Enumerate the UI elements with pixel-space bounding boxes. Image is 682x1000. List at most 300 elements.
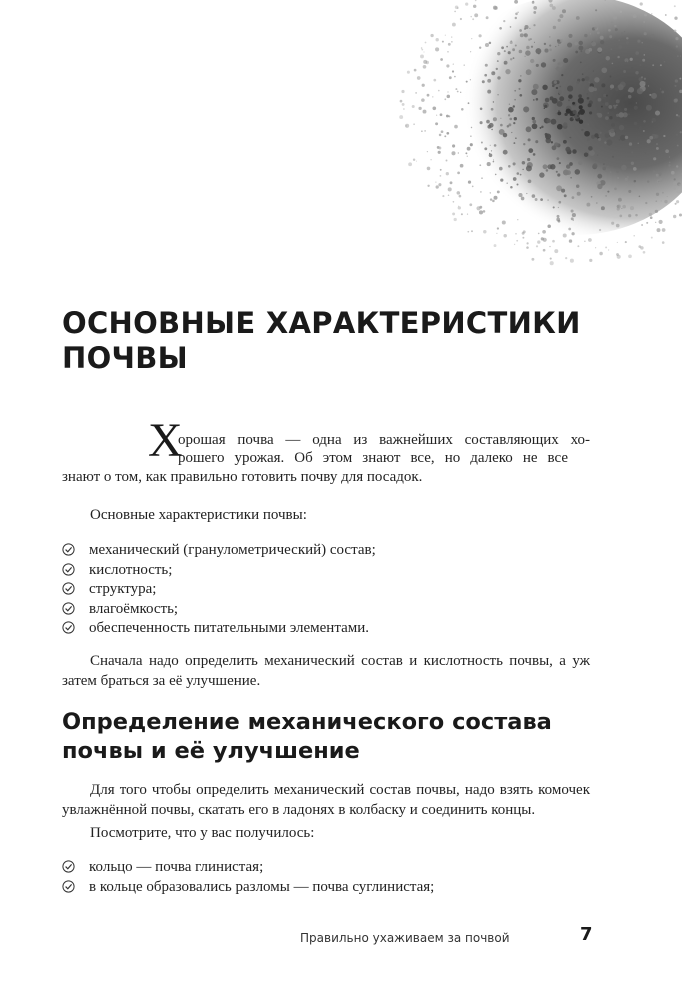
soil-particle bbox=[659, 220, 663, 224]
soil-particle bbox=[508, 51, 511, 54]
soil-particle bbox=[621, 208, 622, 209]
soil-particle bbox=[653, 157, 656, 160]
soil-particle bbox=[556, 218, 560, 222]
soil-particle bbox=[646, 222, 648, 224]
soil-particle bbox=[676, 200, 679, 203]
soil-particle bbox=[578, 94, 582, 98]
soil-particle bbox=[573, 220, 574, 221]
soil-particle bbox=[544, 105, 547, 108]
soil-particle bbox=[635, 71, 638, 74]
soil-particle bbox=[604, 141, 606, 143]
soil-particle bbox=[651, 237, 653, 239]
soil-particle bbox=[602, 167, 606, 171]
soil-particle bbox=[620, 11, 622, 13]
method-paragraph: Для того чтобы определить механический состав почвы, надо взять комочек увлажнённой почвы, скатать его в ладонях в колбаску и соединить концы. bbox=[62, 782, 590, 818]
soil-particle bbox=[485, 64, 488, 67]
soil-particle bbox=[632, 67, 634, 69]
soil-particle bbox=[532, 194, 536, 198]
list-item: в кольце образовались разломы — почва суглинистая; bbox=[62, 877, 434, 897]
soil-particle bbox=[487, 125, 491, 129]
soil-particle bbox=[526, 246, 529, 249]
soil-particle bbox=[549, 36, 551, 38]
soil-particle bbox=[449, 76, 452, 79]
soil-particle bbox=[617, 242, 618, 243]
soil-particle bbox=[447, 95, 451, 99]
soil-particle bbox=[674, 178, 676, 180]
soil-particle bbox=[499, 27, 502, 30]
soil-particle bbox=[526, 193, 527, 194]
soil-particle bbox=[549, 49, 552, 52]
soil-particle bbox=[565, 147, 570, 152]
intro-line-2: рошего урожая. Об этом знают все, но далеко не все bbox=[178, 450, 568, 466]
soil-particle bbox=[557, 173, 560, 176]
soil-particle bbox=[559, 96, 564, 101]
soil-particle bbox=[578, 161, 582, 165]
soil-particle bbox=[542, 85, 547, 90]
list-item: кольцо — почва глинистая; bbox=[62, 857, 434, 877]
soil-particle bbox=[621, 32, 623, 34]
soil-particle bbox=[633, 167, 637, 171]
soil-particle bbox=[610, 85, 614, 89]
checkmark-circle-icon bbox=[62, 543, 75, 556]
soil-particle bbox=[526, 126, 532, 132]
soil-particle bbox=[487, 162, 491, 166]
soil-particle bbox=[541, 62, 546, 67]
list-item: механический (гранулометрический) состав; bbox=[62, 540, 376, 560]
soil-particle bbox=[577, 192, 581, 196]
soil-particle bbox=[528, 148, 533, 153]
soil-particle bbox=[542, 230, 546, 234]
soil-particle bbox=[591, 196, 593, 198]
soil-particle bbox=[487, 79, 491, 83]
soil-particle bbox=[502, 220, 506, 224]
drop-cap: Х bbox=[148, 414, 183, 467]
soil-particle bbox=[494, 144, 497, 147]
soil-particle bbox=[524, 56, 525, 57]
soil-particle bbox=[655, 222, 656, 223]
soil-particle bbox=[639, 126, 643, 130]
soil-particle bbox=[640, 246, 644, 250]
soil-particle bbox=[649, 213, 652, 216]
page-number: 7 bbox=[580, 924, 593, 945]
soil-particle bbox=[454, 76, 456, 78]
soil-particle bbox=[581, 129, 583, 131]
soil-particle bbox=[440, 169, 442, 171]
soil-particle bbox=[661, 91, 664, 94]
soil-particle bbox=[623, 70, 626, 73]
soil-particle bbox=[495, 174, 497, 176]
soil-particle bbox=[517, 172, 520, 175]
soil-particle bbox=[531, 46, 533, 48]
soil-particle bbox=[510, 26, 512, 28]
soil-particle bbox=[480, 191, 482, 193]
soil-particle bbox=[513, 162, 516, 165]
soil-particle bbox=[650, 152, 651, 153]
soil-particle bbox=[491, 129, 493, 131]
soil-particle bbox=[660, 64, 662, 66]
subtitle-line-1: Определение механического состава bbox=[62, 709, 552, 735]
soil-particle bbox=[491, 108, 494, 111]
soil-particle bbox=[637, 88, 643, 94]
soil-particle bbox=[430, 159, 431, 160]
soil-particle bbox=[643, 251, 646, 254]
soil-particle bbox=[438, 90, 440, 92]
soil-particle bbox=[565, 257, 567, 259]
soil-particle bbox=[470, 16, 471, 17]
soil-particle bbox=[466, 81, 468, 83]
soil-particle bbox=[665, 149, 669, 153]
soil-particle bbox=[597, 113, 600, 116]
soil-particle bbox=[465, 2, 468, 5]
soil-particle bbox=[485, 43, 489, 47]
soil-particle bbox=[549, 246, 550, 247]
soil-particle bbox=[467, 147, 471, 151]
soil-particle bbox=[525, 50, 530, 55]
list-intro: Основные характеристики почвы: bbox=[90, 507, 307, 523]
soil-particle bbox=[597, 47, 602, 52]
soil-particle bbox=[639, 196, 641, 198]
soil-particle bbox=[457, 191, 461, 195]
soil-particle bbox=[572, 110, 576, 114]
soil-particle bbox=[438, 147, 441, 150]
soil-particle bbox=[467, 213, 468, 214]
soil-particle bbox=[412, 105, 415, 108]
soil-particle bbox=[607, 191, 609, 193]
soil-particle bbox=[491, 71, 495, 75]
soil-particle bbox=[658, 181, 660, 183]
soil-particle bbox=[452, 23, 456, 27]
soil-particle bbox=[551, 141, 553, 143]
soil-particle bbox=[447, 51, 449, 53]
soil-particle bbox=[570, 137, 571, 138]
soil-particle bbox=[662, 192, 664, 194]
soil-particle bbox=[671, 171, 675, 175]
soil-particle bbox=[440, 113, 443, 116]
soil-particle bbox=[515, 137, 517, 139]
soil-particle bbox=[582, 73, 584, 75]
soil-particle bbox=[610, 171, 612, 173]
soil-particle bbox=[598, 138, 601, 141]
soil-particle bbox=[413, 158, 415, 160]
soil-particle bbox=[540, 127, 542, 129]
soil-particle bbox=[569, 239, 572, 242]
soil-particle bbox=[574, 41, 578, 45]
soil-particle bbox=[533, 84, 539, 90]
soil-particle bbox=[544, 43, 546, 45]
soil-particle bbox=[513, 105, 515, 107]
soil-particle bbox=[635, 51, 639, 55]
soil-particle bbox=[533, 6, 537, 10]
soil-particle bbox=[633, 235, 635, 237]
soil-particle bbox=[628, 214, 631, 217]
soil-particle bbox=[595, 247, 596, 248]
soil-particle bbox=[673, 182, 677, 186]
soil-particle bbox=[651, 13, 652, 14]
soil-particle bbox=[400, 100, 403, 103]
soil-particle bbox=[513, 122, 515, 124]
title-line-2: ПОЧВЫ bbox=[62, 341, 189, 375]
soil-particle bbox=[427, 185, 429, 187]
soil-particle bbox=[547, 225, 551, 229]
soil-particle bbox=[553, 59, 556, 62]
soil-particle bbox=[579, 120, 583, 124]
soil-particle bbox=[644, 32, 647, 35]
soil-particle bbox=[523, 230, 526, 233]
soil-particle bbox=[415, 92, 417, 94]
soil-particle bbox=[448, 194, 450, 196]
soil-particle bbox=[515, 12, 518, 15]
soil-particle bbox=[572, 213, 576, 217]
soil-particle bbox=[414, 69, 417, 72]
soil-particle bbox=[554, 81, 557, 84]
soil-particle bbox=[630, 206, 634, 210]
soil-particle bbox=[439, 134, 442, 137]
soil-particle bbox=[656, 143, 658, 145]
soil-particle bbox=[662, 241, 665, 244]
soil-particle bbox=[427, 167, 431, 171]
soil-particle bbox=[613, 16, 617, 20]
soil-particle bbox=[493, 6, 497, 10]
soil-particle bbox=[486, 16, 489, 19]
soil-particle bbox=[591, 42, 596, 47]
checkmark-circle-icon bbox=[62, 860, 75, 873]
soil-particle bbox=[413, 123, 415, 125]
soil-particle bbox=[526, 242, 528, 244]
soil-particle bbox=[615, 87, 619, 91]
soil-particle bbox=[675, 203, 677, 205]
soil-particle bbox=[645, 202, 647, 204]
soil-particle bbox=[436, 115, 437, 116]
soil-particle bbox=[572, 102, 575, 105]
soil-particle bbox=[622, 205, 626, 209]
soil-particle bbox=[588, 82, 589, 83]
soil-particle bbox=[644, 78, 646, 80]
soil-particle bbox=[626, 61, 627, 62]
soil-particle bbox=[562, 9, 566, 13]
soil-particle bbox=[661, 200, 662, 201]
soil-particle bbox=[458, 152, 459, 153]
soil-particle bbox=[656, 193, 659, 196]
soil-particle bbox=[566, 170, 571, 175]
soil-particle bbox=[457, 172, 460, 175]
soil-particle bbox=[576, 81, 579, 84]
soil-particle bbox=[625, 136, 628, 139]
soil-particle bbox=[399, 115, 403, 119]
soil-particle bbox=[524, 25, 528, 29]
soil-particle bbox=[493, 117, 497, 121]
soil-particle bbox=[421, 49, 423, 51]
soil-particle bbox=[655, 200, 657, 202]
soil-particle bbox=[676, 114, 678, 116]
soil-particle bbox=[446, 160, 448, 162]
soil-particle bbox=[634, 122, 638, 126]
soil-particle bbox=[621, 165, 627, 171]
soil-particle bbox=[580, 62, 582, 64]
soil-particle bbox=[601, 206, 605, 210]
soil-particle bbox=[558, 110, 560, 112]
soil-particle bbox=[676, 165, 678, 167]
soil-particle bbox=[460, 92, 461, 93]
soil-particle bbox=[454, 218, 457, 221]
soil-particle bbox=[644, 54, 646, 56]
soil-particle bbox=[523, 106, 529, 112]
soil-particle bbox=[567, 42, 572, 47]
soil-particle bbox=[605, 102, 609, 106]
soil-particle bbox=[579, 41, 583, 45]
soil-particle bbox=[519, 94, 522, 97]
soil-particle bbox=[608, 249, 609, 250]
soil-particle bbox=[559, 14, 563, 18]
soil-particle bbox=[526, 69, 532, 75]
soil-particle bbox=[490, 198, 492, 200]
soil-particle bbox=[520, 75, 522, 77]
soil-particle bbox=[584, 131, 590, 137]
soil-particle bbox=[571, 209, 574, 212]
soil-particle bbox=[606, 56, 611, 61]
soil-particle bbox=[518, 88, 520, 90]
soil-particle bbox=[550, 164, 555, 169]
soil-particle bbox=[646, 105, 652, 111]
soil-particle bbox=[601, 106, 603, 108]
checkmark-circle-icon bbox=[62, 602, 75, 615]
soil-particle bbox=[610, 76, 612, 78]
soil-particle bbox=[480, 121, 483, 124]
soil-particle bbox=[438, 183, 441, 186]
soil-particle bbox=[665, 14, 667, 16]
soil-particle bbox=[612, 156, 614, 158]
soil-particle bbox=[479, 34, 482, 37]
soil-particle bbox=[556, 171, 558, 173]
soil-particle bbox=[510, 40, 512, 42]
soil-particle bbox=[676, 45, 678, 47]
soil-particle bbox=[448, 115, 450, 117]
soil-particle bbox=[470, 135, 471, 136]
soil-particle bbox=[597, 120, 598, 121]
soil-particle bbox=[569, 162, 573, 166]
soil-particle bbox=[655, 210, 658, 213]
soil-particle bbox=[611, 49, 612, 50]
soil-particle bbox=[539, 172, 544, 177]
soil-particle bbox=[465, 152, 467, 154]
soil-particle bbox=[644, 13, 647, 16]
soil-particle bbox=[619, 99, 620, 100]
soil-particle bbox=[503, 234, 506, 237]
soil-particle bbox=[501, 46, 504, 49]
soil-particle bbox=[588, 103, 592, 107]
soil-particle bbox=[417, 76, 421, 80]
soil-particle bbox=[503, 150, 508, 155]
soil-particle bbox=[641, 224, 643, 226]
soil-particle bbox=[557, 62, 562, 67]
soil-particle bbox=[457, 91, 459, 93]
soil-particle bbox=[506, 182, 507, 183]
soil-particle bbox=[451, 36, 452, 37]
soil-particle bbox=[636, 102, 637, 103]
soil-particle bbox=[471, 127, 472, 128]
soil-particle bbox=[556, 87, 558, 89]
soil-particle bbox=[640, 64, 642, 66]
soil-particle bbox=[543, 164, 548, 169]
soil-particle bbox=[506, 46, 508, 48]
soil-particle bbox=[452, 70, 454, 72]
title-line-1: ОСНОВНЫЕ ХАРАКТЕРИСТИКИ bbox=[62, 306, 581, 340]
soil-particle bbox=[526, 165, 532, 171]
soil-particle bbox=[509, 104, 510, 105]
soil-particle bbox=[624, 31, 625, 32]
soil-particle bbox=[557, 101, 563, 107]
soil-particle bbox=[643, 21, 645, 23]
soil-particle bbox=[528, 138, 531, 141]
soil-particle bbox=[663, 135, 665, 137]
soil-particle bbox=[496, 233, 497, 234]
soil-particle bbox=[601, 99, 604, 102]
soil-particle bbox=[595, 9, 597, 11]
soil-particle bbox=[504, 61, 508, 65]
soil-particle bbox=[593, 70, 594, 71]
soil-particle bbox=[580, 50, 582, 52]
soil-particle bbox=[535, 198, 538, 201]
soil-particle bbox=[436, 185, 439, 188]
soil-particle bbox=[528, 39, 530, 41]
soil-particle bbox=[582, 78, 585, 81]
soil-particle bbox=[617, 177, 619, 179]
soil-particle bbox=[450, 181, 453, 184]
soil-particle bbox=[472, 186, 474, 188]
soil-particle bbox=[677, 56, 678, 57]
soil-particle bbox=[677, 145, 679, 147]
soil-particle bbox=[572, 196, 575, 199]
soil-particle bbox=[432, 106, 436, 110]
soil-particle bbox=[510, 186, 513, 189]
soil-particle bbox=[427, 94, 430, 97]
soil-particle bbox=[447, 91, 448, 92]
soil-particle bbox=[597, 31, 600, 34]
soil-particle bbox=[516, 240, 518, 242]
soil-particle bbox=[554, 249, 558, 253]
soil-particle bbox=[508, 165, 511, 168]
soil-particle bbox=[628, 254, 632, 258]
soil-particle bbox=[524, 33, 528, 37]
soil-particle bbox=[421, 130, 423, 132]
soil-particle bbox=[605, 246, 607, 248]
soil-particle bbox=[533, 99, 535, 101]
soil-particle bbox=[507, 125, 510, 128]
soil-particle bbox=[459, 195, 462, 198]
soil-particle bbox=[533, 153, 536, 156]
soil-particle bbox=[513, 142, 515, 144]
list-item: влагоёмкость; bbox=[62, 599, 376, 619]
soil-particle bbox=[490, 145, 491, 146]
soil-particle bbox=[642, 42, 643, 43]
soil-particle bbox=[619, 215, 622, 218]
soil-particle bbox=[675, 79, 678, 82]
soil-particle bbox=[418, 107, 421, 110]
soil-particle bbox=[571, 232, 574, 235]
soil-particle bbox=[448, 187, 452, 191]
soil-particle bbox=[533, 11, 536, 14]
soil-particle bbox=[496, 68, 498, 70]
soil-particle bbox=[637, 40, 640, 43]
soil-particle bbox=[432, 96, 433, 97]
soil-particle bbox=[619, 45, 623, 49]
soil-particle bbox=[588, 86, 594, 92]
list-item: структура; bbox=[62, 579, 376, 599]
soil-particle bbox=[433, 79, 436, 82]
soil-particle bbox=[543, 249, 546, 252]
soil-particle bbox=[518, 193, 522, 197]
soil-particle bbox=[587, 97, 590, 100]
soil-particle bbox=[546, 119, 551, 124]
